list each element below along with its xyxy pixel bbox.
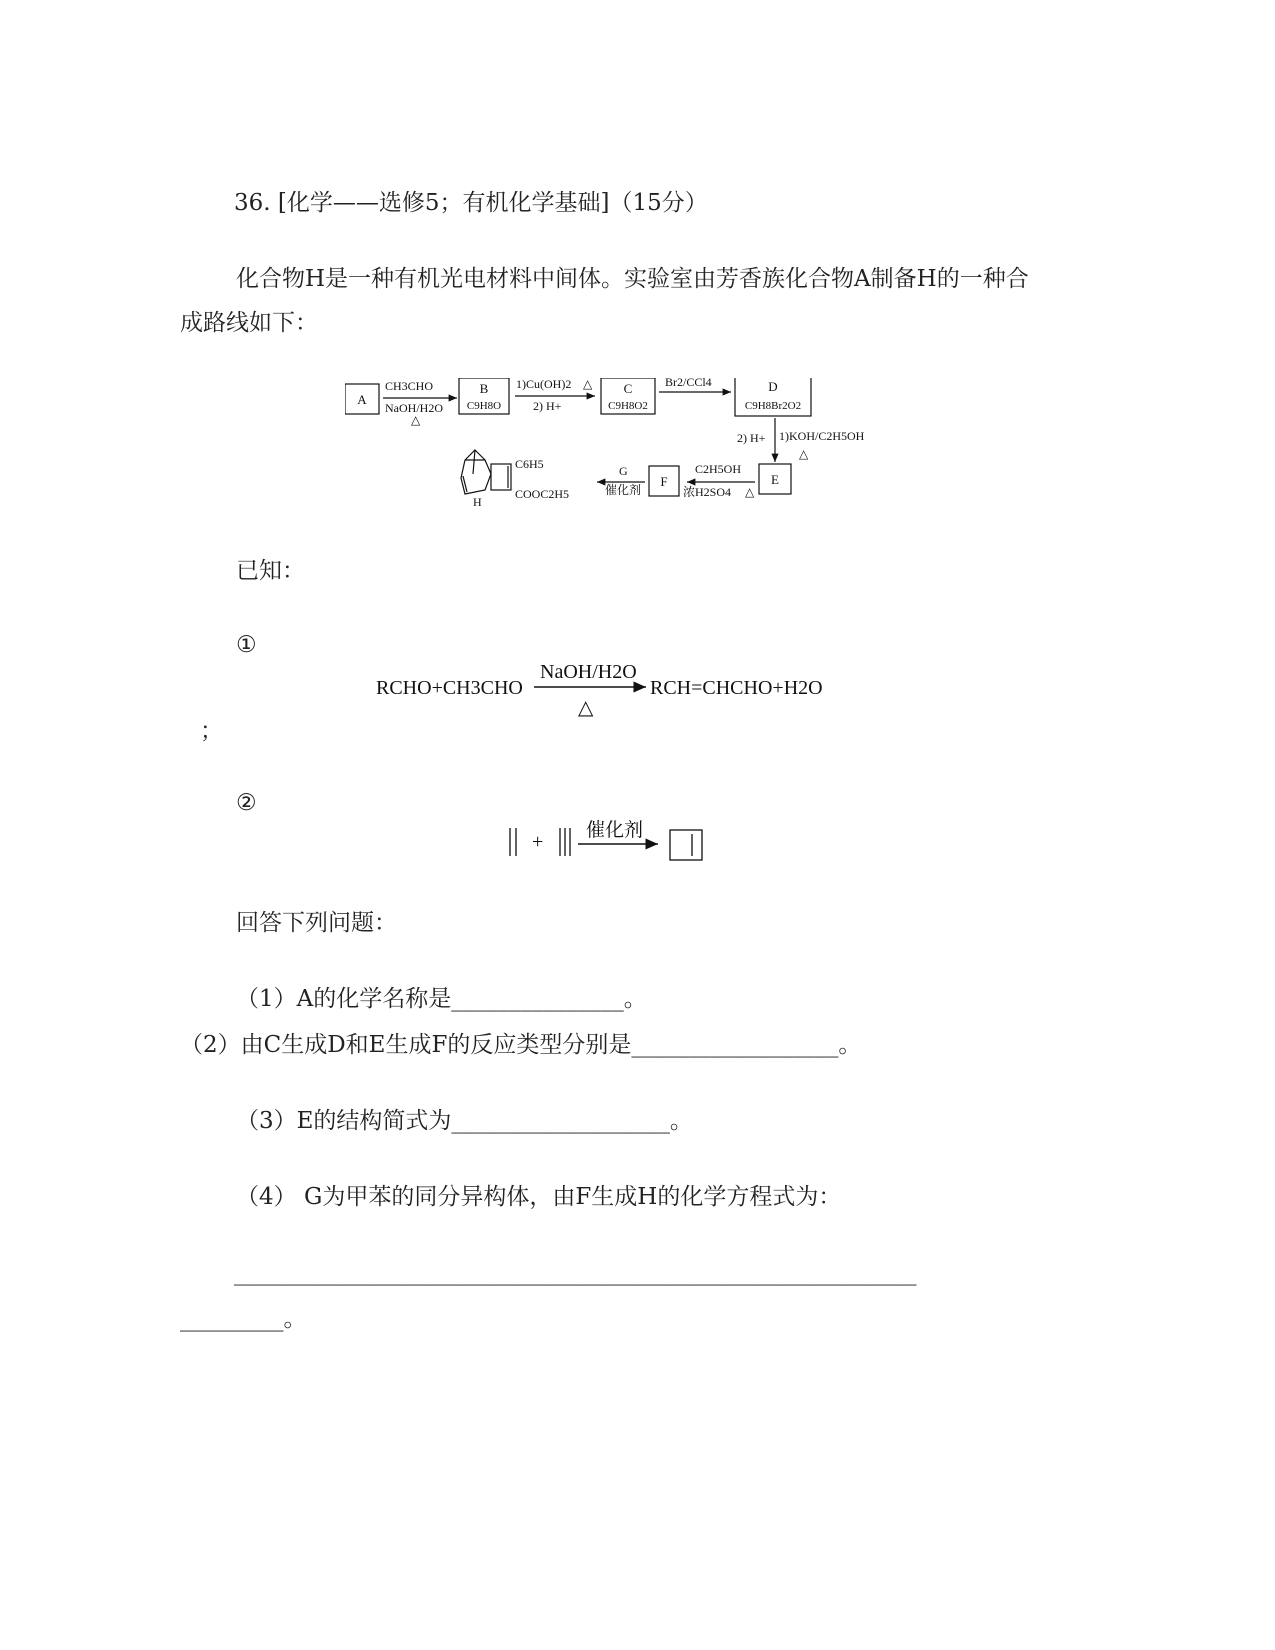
known-item-1-mark: ① xyxy=(236,632,257,658)
known-item-2-mark: ② xyxy=(236,790,257,816)
question-1: （1）A的化学名称是_______________。 xyxy=(236,986,647,1012)
reagent-c2h5oh: C2H5OH xyxy=(695,462,742,476)
label-f: F xyxy=(660,474,668,489)
reagent-conc-h2so4: 浓H2SO4 xyxy=(683,485,732,499)
heat-1: △ xyxy=(411,413,421,427)
formula-c: C9H8O2 xyxy=(608,400,648,412)
structure-h xyxy=(461,450,511,494)
question-3: （3）E的结构简式为___________________。 xyxy=(236,1108,693,1134)
reagent-ch3cho: CH3CHO xyxy=(385,379,434,393)
reagent-koh: 1)KOH/C2H5OH xyxy=(779,429,865,443)
intro-line-1: 化合物H是一种有机光电材料中间体。实验室由芳香族化合物A制备H的一种合 xyxy=(236,266,1029,292)
eq1-left: RCHO+CH3CHO xyxy=(376,677,523,699)
reagent-h-plus-2: 2) H+ xyxy=(737,431,766,445)
known-label: 已知： xyxy=(236,558,305,584)
reagent-cu-oh-2: 1)Cu(OH)2 xyxy=(516,378,572,391)
formula-d: C9H8Br2O2 xyxy=(744,400,802,412)
reagent-naoh-h2o: NaOH/H2O xyxy=(385,401,443,415)
label-b: B xyxy=(479,381,489,396)
questions-prompt: 回答下列问题： xyxy=(236,910,397,936)
formula-b: C9H8O xyxy=(466,400,502,412)
eq2-condition: 催化剂 xyxy=(586,820,644,841)
known-equation-2 xyxy=(502,814,712,868)
heat-4: △ xyxy=(799,447,809,461)
heat-2: △ xyxy=(583,378,593,391)
eq2-plus: + xyxy=(532,831,544,853)
question-4: （4） G为甲苯的同分异构体，由F生成H的化学方程式为： xyxy=(236,1184,842,1210)
question-header: 36. [化学——选修5；有机化学基础]（15分） xyxy=(234,190,708,216)
label-a: A xyxy=(357,392,367,407)
substituent-c6h5: C6H5 xyxy=(515,457,544,471)
label-c: C xyxy=(623,381,633,396)
heat-5: △ xyxy=(745,485,755,499)
synthesis-scheme xyxy=(345,378,905,518)
eq2-alkyne xyxy=(560,828,570,856)
intro-line-2: 成路线如下： xyxy=(180,310,318,336)
substituent-cooc2h5: COOC2H5 xyxy=(515,487,570,501)
reagent-catalyst: 催化剂 xyxy=(605,483,642,497)
answer-line-2: _________。 xyxy=(180,1306,307,1332)
reagent-g: G xyxy=(619,464,628,478)
question-2: （2）由C生成D和E生成F的反应类型分别是__________________。 xyxy=(180,1032,862,1058)
eq1-heat: △ xyxy=(578,697,594,718)
reagent-h-plus-1: 2) H+ xyxy=(533,399,562,413)
label-d: D xyxy=(768,379,778,394)
eq1-condition: NaOH/H2O xyxy=(540,661,637,683)
known-equation-1 xyxy=(374,656,844,718)
label-e: E xyxy=(771,472,779,487)
known-semicolon: ； xyxy=(200,718,223,744)
label-h: H xyxy=(473,495,482,509)
eq2-cyclobutene xyxy=(670,830,702,860)
answer-line-1: ______________________________________________________________ xyxy=(234,1260,916,1286)
eq1-right: RCH=CHCHO+H2O xyxy=(650,677,823,699)
reagent-br2-ccl4: Br2/CCl4 xyxy=(665,378,712,389)
eq2-alkene xyxy=(510,828,516,856)
